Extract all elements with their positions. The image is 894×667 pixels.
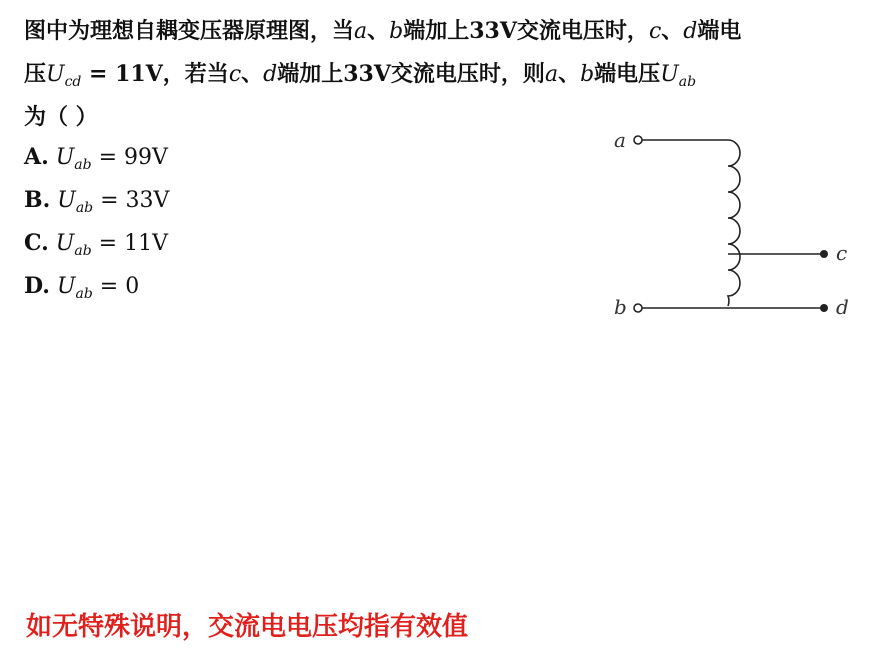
question-line-2: 压$U_{cd} = 11V$，若当c、d端加上33V交流电压时，则a、b端电压$U_{ab}$ bbox=[24, 61, 697, 90]
option-c[interactable]: C. $U_{ab} = 11V$ bbox=[24, 230, 168, 259]
question-line-1: 图中为理想自耦变压器原理图，当a、b端加上33V交流电压时，c、d端电 bbox=[24, 18, 742, 44]
effective-value-note: 如无特殊说明，交流电电压均指有效值 bbox=[26, 612, 469, 642]
terminal-d-label: d bbox=[836, 295, 849, 319]
terminal-a-open-dot bbox=[634, 136, 642, 144]
terminal-b-label: b bbox=[614, 295, 627, 319]
terminal-d-dot bbox=[820, 304, 828, 312]
terminal-c-label: c bbox=[836, 241, 848, 265]
terminal-a-label: a bbox=[614, 128, 626, 152]
answer-options bbox=[24, 136, 169, 308]
terminal-b-open-dot bbox=[634, 304, 642, 312]
question-line-3: 为（ ） bbox=[24, 104, 98, 130]
question-text bbox=[24, 10, 874, 138]
autotransformer-diagram bbox=[600, 120, 860, 325]
option-d[interactable]: D. $U_{ab} = 0$ bbox=[24, 273, 140, 302]
option-a[interactable]: A. $U_{ab} = 99V$ bbox=[24, 144, 168, 173]
option-b[interactable]: B. $U_{ab} = 33V$ bbox=[24, 187, 170, 216]
coil bbox=[728, 140, 740, 306]
terminal-c-dot bbox=[820, 250, 828, 258]
circuit-svg bbox=[600, 120, 860, 325]
